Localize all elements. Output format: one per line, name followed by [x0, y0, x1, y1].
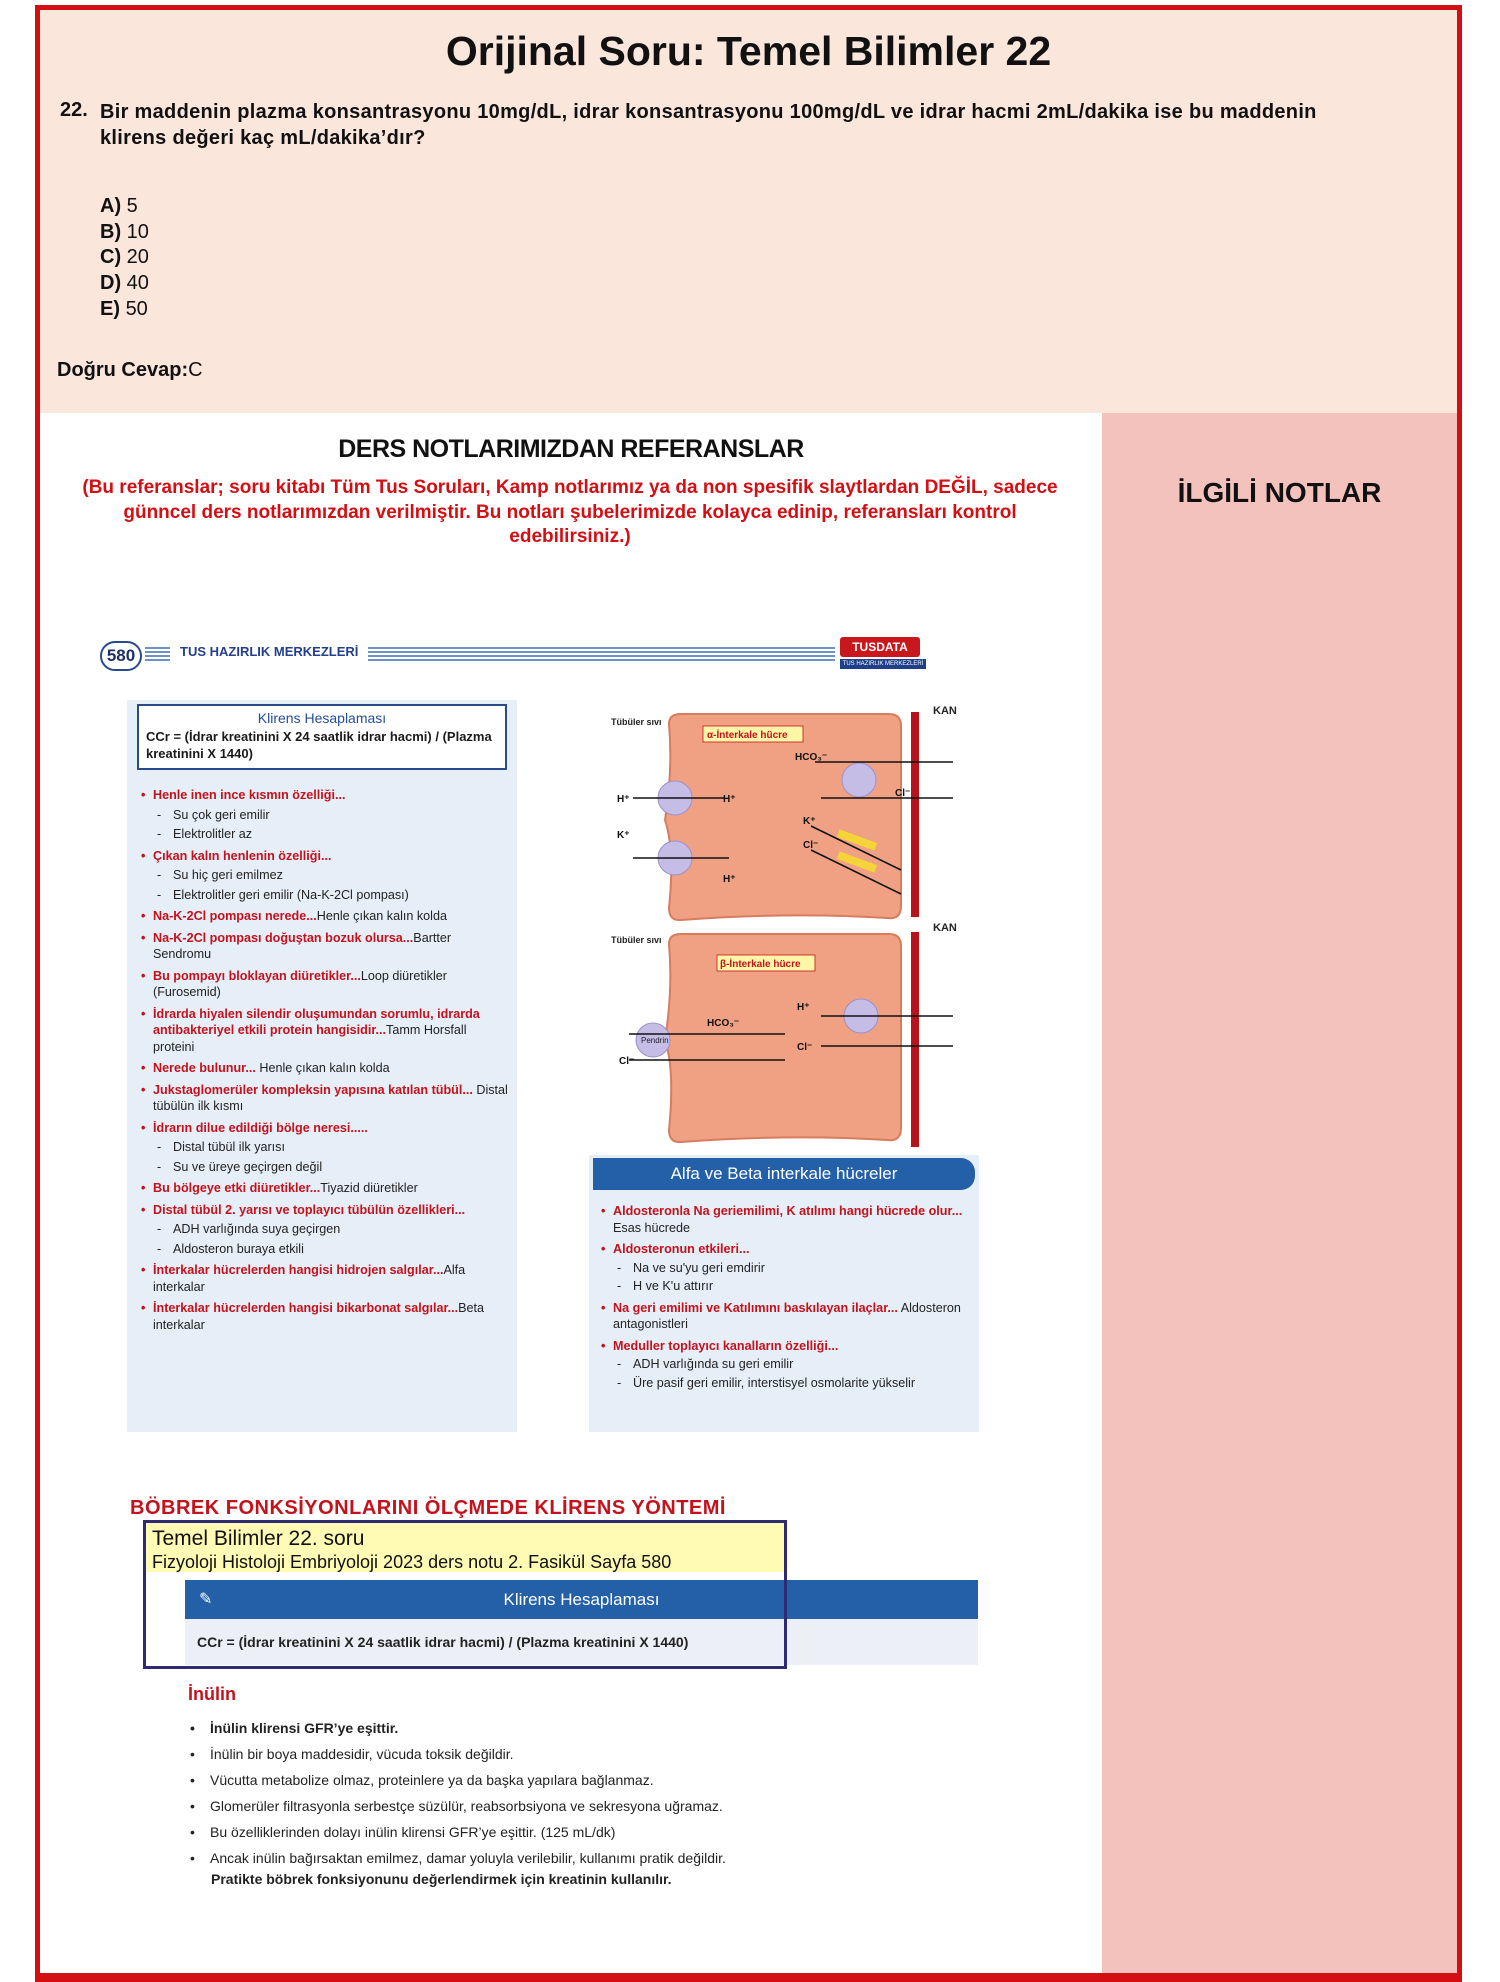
- list-item: • Glomerüler filtrasyonla serbestçe süzülür, reabsorbsiyona ve sekresyona uğramaz.: [210, 1793, 850, 1819]
- list-item: - Aldosteron buraya etkili: [137, 1241, 509, 1258]
- alpha-cell-label: α-İnterkale hücre: [707, 730, 788, 741]
- list-item: - ADH varlığında suya geçirgen: [137, 1221, 509, 1238]
- related-notes-column: [1102, 413, 1457, 1978]
- svg-text:Cl⁻: Cl⁻: [619, 1056, 635, 1067]
- list-item: - H ve K'u attırır: [597, 1278, 973, 1295]
- correct-answer: Doğru Cevap:C: [57, 359, 203, 381]
- intercalated-cells-diagram: [589, 700, 979, 1155]
- list-item: - Su ve üreye geçirgen değil: [137, 1159, 509, 1176]
- list-item: - ADH varlığında su geri emilir: [597, 1356, 973, 1373]
- svg-text:Cl⁻: Cl⁻: [797, 1042, 813, 1053]
- related-notes-title: İLGİLİ NOTLAR: [1177, 477, 1382, 508]
- bottom-border: [35, 1973, 1462, 1982]
- book-right-column: [589, 700, 979, 1432]
- svg-text:K⁺: K⁺: [617, 830, 630, 841]
- list-item: • Nerede bulunur... Henle çıkan kalın kolda: [137, 1060, 509, 1077]
- list-item: - Su çok geri emilir: [137, 807, 509, 824]
- left-bullets: [137, 782, 509, 1333]
- question-panel: [40, 10, 1457, 413]
- tubular-label: Tübüler sıvı: [611, 717, 662, 727]
- klirens-bar: ✎ Klirens Hesaplaması: [185, 1580, 978, 1619]
- list-item: - Üre pasif geri emilir, interstisyel osmolarite yükselir: [597, 1375, 973, 1392]
- list-item: - Elektrolitler geri emilir (Na-K-2Cl pompası): [137, 887, 509, 904]
- list-item: • Bu özelliklerinden dolayı inülin klirensi GFR’ye eşittir. (125 mL/dk): [210, 1819, 850, 1845]
- list-item: • Bu pompayı bloklayan diüretikler...Loop diüretikler (Furosemid): [137, 968, 509, 1001]
- question-title: Orijinal Soru: Temel Bilimler 22: [445, 28, 1052, 74]
- list-item: • Aldosteronla Na geriemilimi, K atılımı hangi hücrede olur... Esas hücrede: [597, 1203, 973, 1236]
- list-item: • İdrarda hiyalen silendir oluşumundan sorumlu, idrarda antibakteriyel etkili protein hangisidir...Tamm Horsfall proteini: [137, 1006, 509, 1056]
- list-item: - Su hiç geri emilmez: [137, 867, 509, 884]
- list-item: • Na-K-2Cl pompası nerede...Henle çıkan kalın kolda: [137, 908, 509, 925]
- svg-text:Cl⁻: Cl⁻: [803, 840, 819, 851]
- svg-text:Cl⁻: Cl⁻: [895, 788, 911, 799]
- option-d: D) 40: [100, 272, 149, 295]
- list-item: - Na ve su'yu geri emdirir: [597, 1260, 973, 1277]
- blood-vessel: [911, 932, 919, 1147]
- list-item: • İdrarın dilue edildiği bölge neresi.....: [137, 1120, 509, 1137]
- section-title: BÖBREK FONKSİYONLARINI ÖLÇMEDE KLİRENS YÖNTEMİ: [130, 1497, 726, 1519]
- svg-text:HCO₃⁻: HCO₃⁻: [795, 752, 828, 763]
- tusdata-logo: TUSDATA TUS HAZIRLIK MERKEZLERİ: [840, 635, 940, 673]
- list-item: • Na geri emilimi ve Katılımını baskılayan ilaçlar... Aldosteron antagonistleri: [597, 1300, 973, 1333]
- header-label: TUS HAZIRLIK MERKEZLERİ: [170, 642, 368, 661]
- list-item: • Henle inen ince kısmın özelliği...: [137, 787, 509, 804]
- svg-text:HCO₃⁻: HCO₃⁻: [707, 1018, 740, 1029]
- right-bullets: [597, 1198, 973, 1391]
- option-c: C) 20: [100, 246, 149, 269]
- klirens-box: [137, 704, 507, 770]
- list-item: • Jukstaglomerüler kompleksin yapısına katılan tübül... Distal tübülün ilk kısmı: [137, 1082, 509, 1115]
- option-a: A) 5: [100, 195, 138, 217]
- pendrin-label: Pendrin: [641, 1036, 669, 1045]
- svg-text:H⁺: H⁺: [617, 794, 630, 805]
- reference-line-1: Temel Bilimler 22. soru: [152, 1527, 365, 1550]
- book-page-header: [100, 635, 960, 690]
- references-title: DERS NOTLARIMIZDAN REFERANSLAR: [338, 435, 804, 463]
- answer-options: [100, 194, 149, 323]
- list-item: • İnterkalar hücrelerden hangisi bikarbonat salgılar...Beta interkalar: [137, 1300, 509, 1333]
- reference-callout: [143, 1520, 787, 1572]
- alpha-beta-banner: Alfa ve Beta interkale hücreler: [593, 1158, 975, 1190]
- references-note: (Bu referanslar; soru kitabı Tüm Tus Soruları, Kamp notlarımız ya da non spesifik slaytlardan DEĞİL, sadece günncel ders notlarımızdan verilmiştir. Bu notları şubelerimizde kolayca edinip, referansları kontrol edebilirsiniz.): [82, 477, 1058, 547]
- list-item: - Elektrolitler az: [137, 826, 509, 843]
- beta-cell-label: β-İnterkale hücre: [720, 959, 801, 970]
- page-number: 580: [100, 641, 142, 671]
- book-left-column: [127, 700, 517, 1432]
- highlight-frame: [143, 1572, 787, 1669]
- pump: [842, 763, 876, 797]
- reference-line-2: Fizyoloji Histoloji Embriyoloji 2023 ders notu 2. Fasikül Sayfa 580: [152, 1552, 672, 1572]
- pencil-icon: ✎: [199, 1591, 213, 1608]
- list-item: • İnülin klirensi GFR’ye eşittir.: [210, 1715, 850, 1741]
- blood-label: KAN: [933, 705, 957, 717]
- list-item: • Distal tübül 2. yarısı ve toplayıcı tübülün özellikleri...: [137, 1202, 509, 1219]
- svg-text:H⁺: H⁺: [797, 1002, 810, 1013]
- list-item: • İnterkalar hücrelerden hangisi hidrojen salgılar...Alfa interkalar: [137, 1262, 509, 1295]
- list-item: • Ancak inülin bağırsaktan emilmez, damar yoluyla verilebilir, kullanımı pratik değildir.: [210, 1845, 850, 1871]
- option-b: B) 10: [100, 220, 149, 243]
- klirens-formula-row: CCr = (İdrar kreatinini X 24 saatlik idrar hacmi) / (Plazma kreatinini X 1440): [185, 1619, 978, 1665]
- list-item: • Meduller toplayıcı kanalların özelliği...: [597, 1338, 973, 1355]
- blood-vessel: [911, 712, 919, 917]
- question-text: Bir maddenin plazma konsantrasyonu 10mg/dL, idrar konsantrasyonu 100mg/dL ve idrar hacmi 2mL/dakika ise bu maddenin klirens değeri kaç mL/dakika’dır?: [100, 101, 1317, 149]
- blood-label: KAN: [933, 922, 957, 934]
- svg-text:H⁺: H⁺: [723, 874, 736, 885]
- question-number: 22.: [60, 99, 88, 121]
- list-item: • Aldosteronun etkileri...: [597, 1241, 973, 1258]
- list-item: • Na-K-2Cl pompası doğuştan bozuk olursa...Bartter Sendromu: [137, 930, 509, 963]
- option-e: E) 50: [100, 297, 148, 320]
- inulin-footer: Pratikte böbrek fonksiyonunu değerlendirmek için kreatinin kullanılır.: [211, 1871, 672, 1887]
- list-item: • İnülin bir boya maddesidir, vücuda toksik değildir.: [210, 1741, 850, 1767]
- alpha-cell: [665, 714, 901, 920]
- tubular-label: Tübüler sıvı: [611, 935, 662, 945]
- inulin-heading: İnülin: [188, 1684, 236, 1704]
- list-item: • Bu bölgeye etki diüretikler...Tiyazid diüretikler: [137, 1180, 509, 1197]
- klirens-formula: CCr = (İdrar kreatinini X 24 saatlik idrar hacmi) / (Plazma kreatinini X 1440): [146, 729, 492, 761]
- svg-text:H⁺: H⁺: [723, 794, 736, 805]
- svg-text:K⁺: K⁺: [803, 816, 816, 827]
- klirens-heading: Klirens Hesaplaması: [257, 710, 387, 726]
- list-item: • Çıkan kalın henlenin özelliği...: [137, 848, 509, 865]
- list-item: • Vücutta metabolize olmaz, proteinlere ya da başka yapılara bağlanmaz.: [210, 1767, 850, 1793]
- inulin-list: [210, 1715, 850, 1871]
- list-item: - Distal tübül ilk yarısı: [137, 1139, 509, 1156]
